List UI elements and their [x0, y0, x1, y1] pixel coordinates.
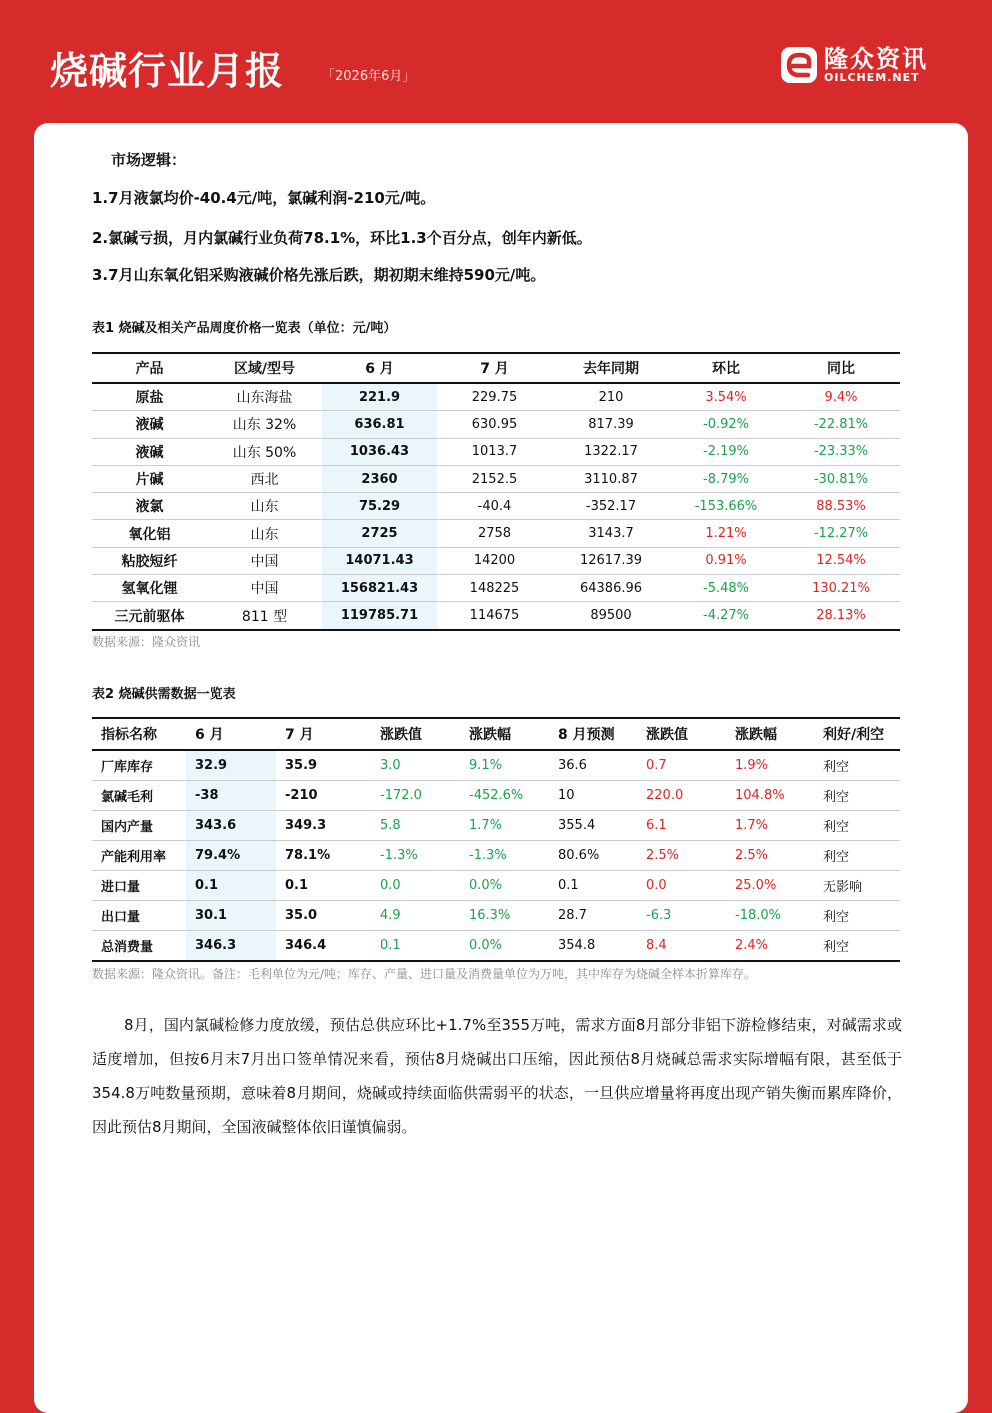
t1-cell-yoy: 130.21%	[782, 575, 900, 602]
t1-cell-region: 山东海盐	[207, 383, 322, 411]
t2-row	[92, 871, 900, 901]
t1-cell-last-year: 3143.7	[552, 520, 670, 547]
t1-header-mom: 环比	[670, 353, 782, 383]
t2-cell-impact: 无影响	[814, 871, 900, 901]
t2-row	[92, 811, 900, 841]
t2-cell-change: 0.0	[371, 871, 460, 901]
t2-header-july: 7 月	[276, 718, 371, 750]
t2-cell-impact: 利空	[823, 940, 850, 955]
t2-cell-change: -172.0	[371, 781, 460, 811]
t2-cell-indicator: 厂库库存	[92, 750, 186, 781]
t2-cell-july: 0.1	[276, 871, 371, 901]
t1-cell-region: 山东 50%	[207, 438, 322, 465]
t1-cell-product: 片碱	[92, 465, 207, 492]
t1-row	[92, 602, 900, 630]
t1-cell-mom: -5.48%	[670, 575, 782, 602]
logo-cn-text: 隆众资讯	[824, 45, 928, 73]
t2-cell-indicator: 总消费量	[101, 940, 154, 955]
t1-cell-product: 氧化铝	[92, 520, 207, 547]
t2-cell-change-pct: -1.3%	[460, 841, 549, 871]
supply-demand-table	[92, 717, 900, 962]
t1-header-region: 区域/型号	[207, 353, 322, 383]
outlook-paragraph: 8月，国内氯碱检修力度放缓，预估总供应环比+1.7%至355万吨，需求方面8月部分非铝下游检修结束，对碱需求或适度增加，但按6月末7月出口签单情况来看，预估8月烧碱出口压缩，因此预估8月烧碱总需求实际增幅有限，甚至低于354.8万吨数量预期，意味着8月期间，烧碱或持续面临供需弱平的状态，一旦供应增量将再度出现产销失衡而累库降价，因此预估8月期间，全国液碱整体依旧谨慎偏弱。	[92, 1016, 902, 1136]
t2-cell-aug-change: 220.0	[637, 781, 726, 811]
t1-cell-region: 中国	[207, 575, 322, 602]
t1-cell-product: 原盐	[92, 383, 207, 411]
t2-header-change-pct: 涨跌幅	[460, 718, 549, 750]
t1-cell-yoy: 88.53%	[782, 493, 900, 520]
t1-cell-yoy: 28.13%	[816, 608, 866, 624]
t2-cell-aug-forecast: 36.6	[549, 750, 637, 781]
t1-cell-mom: 3.54%	[670, 383, 782, 411]
t1-row	[92, 547, 900, 574]
t2-cell-july: 349.3	[276, 811, 371, 841]
t1-cell-june: 2360	[322, 465, 437, 492]
t1-cell-last-year: 1322.17	[552, 438, 670, 465]
t2-cell-june: 30.1	[186, 901, 276, 931]
t1-cell-mom: -153.66%	[670, 493, 782, 520]
t1-cell-region: 811 型	[241, 608, 288, 625]
t2-cell-change-pct: -452.6%	[460, 781, 549, 811]
t2-cell-change-pct: 0.0%	[460, 871, 549, 901]
t1-header-june: 6 月	[322, 353, 437, 383]
t2-cell-aug-change: 2.5%	[637, 841, 726, 871]
t2-header-june: 6 月	[186, 718, 276, 750]
t1-cell-yoy: -30.81%	[782, 465, 900, 492]
t1-cell-product: 液氯	[92, 493, 207, 520]
t1-cell-last-year: 210	[552, 383, 670, 411]
report-date: 「2026年6月」	[322, 69, 416, 84]
t1-cell-june: 2725	[322, 520, 437, 547]
t1-cell-yoy: 12.54%	[782, 547, 900, 574]
logic-item-1: 1.7月液氯均价-40.4元/吨，氯碱利润-210元/吨。	[92, 189, 436, 207]
t1-cell-july: 2152.5	[437, 465, 552, 492]
t2-cell-aug-forecast: 0.1	[549, 871, 637, 901]
t2-cell-aug-change: 8.4	[646, 938, 667, 953]
t2-cell-indicator: 国内产量	[92, 811, 186, 841]
price-table	[92, 352, 900, 631]
t1-cell-yoy: 9.4%	[782, 383, 900, 411]
t2-cell-july: 35.0	[276, 901, 371, 931]
logic-item-3: 3.7月山东氧化铝采购液碱价格先涨后跌，期初期末维持590元/吨。	[92, 266, 546, 284]
t2-cell-change: -1.3%	[371, 841, 460, 871]
t2-header-change: 涨跌值	[371, 718, 460, 750]
t1-row	[92, 383, 900, 411]
t1-cell-product: 液碱	[92, 438, 207, 465]
t2-cell-indicator: 进口量	[92, 871, 186, 901]
t2-header-impact: 利好/利空	[814, 718, 900, 750]
t2-header-indicator: 指标名称	[92, 718, 186, 750]
logic-item-2: 2.氯碱亏损，月内氯碱行业负荷78.1%，环比1.3个百分点，创年内新低。	[92, 229, 592, 247]
t1-cell-product: 粘胶短纤	[92, 547, 207, 574]
t2-header-aug-forecast: 8 月预测	[549, 718, 637, 750]
t1-row	[92, 575, 900, 602]
t2-cell-aug-forecast: 80.6%	[549, 841, 637, 871]
t2-row	[92, 931, 900, 962]
t2-body	[92, 750, 900, 961]
t2-cell-indicator: 氯碱毛利	[92, 781, 186, 811]
t1-cell-june: 119785.71	[322, 602, 437, 630]
t1-cell-june: 636.81	[322, 411, 437, 438]
t1-cell-mom: -8.79%	[670, 465, 782, 492]
t1-cell-mom: 1.21%	[670, 520, 782, 547]
t2-cell-aug-change: 0.0	[637, 871, 726, 901]
t1-cell-june: 221.9	[322, 383, 437, 411]
t1-row	[92, 493, 900, 520]
t2-cell-aug-change: -6.3	[637, 901, 726, 931]
t2-cell-aug-change-pct: 25.0%	[726, 871, 814, 901]
t1-cell-product: 三元前驱体	[114, 608, 185, 625]
t2-cell-aug-forecast: 354.8	[558, 938, 596, 953]
t1-body	[92, 383, 900, 630]
t2-cell-aug-forecast: 28.7	[549, 901, 637, 931]
t2-cell-change: 5.8	[371, 811, 460, 841]
oilchem-logo	[780, 46, 928, 84]
t1-cell-mom: 0.91%	[670, 547, 782, 574]
t2-cell-july: 78.1%	[276, 841, 371, 871]
t1-cell-july: 1013.7	[437, 438, 552, 465]
t2-cell-change: 3.0	[371, 750, 460, 781]
t1-header-july: 7 月	[437, 353, 552, 383]
t2-cell-aug-change-pct: 104.8%	[726, 781, 814, 811]
t1-cell-last-year: 89500	[590, 608, 632, 624]
t2-cell-aug-change-pct: 1.7%	[726, 811, 814, 841]
t2-row	[92, 750, 900, 781]
t2-cell-impact: 利空	[814, 901, 900, 931]
t1-header-product: 产品	[92, 353, 207, 383]
t2-cell-june: 346.3	[186, 931, 276, 962]
t2-cell-july: 35.9	[276, 750, 371, 781]
t2-cell-june: -38	[186, 781, 276, 811]
t1-cell-july: -40.4	[437, 493, 552, 520]
t2-header-aug-change-pct: 涨跌幅	[726, 718, 814, 750]
t2-cell-indicator: 出口量	[92, 901, 186, 931]
t2-cell-aug-change-pct: -18.0%	[726, 901, 814, 931]
t1-cell-mom: -2.19%	[670, 438, 782, 465]
t2-cell-change: 4.9	[371, 901, 460, 931]
t1-cell-last-year: 3110.87	[552, 465, 670, 492]
t1-cell-june: 75.29	[322, 493, 437, 520]
table1-source: 数据来源：隆众资讯	[92, 635, 201, 649]
t1-cell-june: 156821.43	[322, 575, 437, 602]
t2-header-aug-change: 涨跌值	[637, 718, 726, 750]
market-logic-title: 市场逻辑：	[111, 151, 187, 169]
t1-cell-july: 630.95	[437, 411, 552, 438]
t1-cell-yoy: -23.33%	[782, 438, 900, 465]
t1-cell-mom: -4.27%	[703, 608, 749, 624]
t2-cell-change-pct: 16.3%	[460, 901, 549, 931]
t2-cell-impact: 利空	[814, 841, 900, 871]
t1-cell-region: 山东	[207, 520, 322, 547]
t2-row	[92, 841, 900, 871]
t2-cell-june: 79.4%	[186, 841, 276, 871]
t2-cell-impact: 利空	[814, 750, 900, 781]
t1-cell-july: 114675	[469, 608, 520, 624]
t2-cell-indicator: 产能利用率	[92, 841, 186, 871]
t1-cell-yoy: -12.27%	[782, 520, 900, 547]
t2-cell-change-pct: 9.1%	[460, 750, 549, 781]
t1-cell-region: 西北	[207, 465, 322, 492]
t1-header-last-year: 去年同期	[552, 353, 670, 383]
t1-row	[92, 411, 900, 438]
t2-cell-aug-change-pct: 2.5%	[726, 841, 814, 871]
t1-row	[92, 465, 900, 492]
t2-cell-aug-forecast: 10	[549, 781, 637, 811]
t1-cell-july: 229.75	[437, 383, 552, 411]
t2-cell-aug-change: 6.1	[637, 811, 726, 841]
table1-caption: 表1 烧碱及相关产品周度价格一览表（单位：元/吨）	[92, 321, 397, 336]
t2-cell-impact: 利空	[814, 811, 900, 841]
t1-cell-region: 山东 32%	[207, 411, 322, 438]
t2-cell-change: 0.1	[380, 938, 401, 953]
report-header	[0, 0, 992, 130]
t1-cell-july: 2758	[437, 520, 552, 547]
t1-cell-july: 148225	[437, 575, 552, 602]
t2-cell-aug-forecast: 355.4	[549, 811, 637, 841]
t1-cell-last-year: 64386.96	[552, 575, 670, 602]
t2-cell-june: 343.6	[186, 811, 276, 841]
logo-en-text: OILCHEM.NET	[824, 71, 920, 84]
table2-source: 数据来源：隆众资讯。备注：毛利单位为元/吨；库存、产量、进口量及消费量单位为万吨，其中库存为烧碱全样本折算库存。	[92, 967, 757, 981]
t1-cell-july: 14200	[437, 547, 552, 574]
t2-row	[92, 901, 900, 931]
t2-cell-impact: 利空	[814, 781, 900, 811]
t2-cell-july: -210	[276, 781, 371, 811]
t2-cell-july: 346.4	[285, 938, 327, 953]
t1-cell-yoy: -22.81%	[782, 411, 900, 438]
t1-cell-last-year: 12617.39	[552, 547, 670, 574]
t1-cell-product: 液碱	[92, 411, 207, 438]
t2-cell-aug-change-pct: 1.9%	[726, 750, 814, 781]
t1-cell-product: 氢氧化锂	[92, 575, 207, 602]
t1-cell-region: 中国	[207, 547, 322, 574]
t1-row	[92, 520, 900, 547]
t1-cell-last-year: 817.39	[552, 411, 670, 438]
report-title: 烧碱行业月报	[50, 49, 285, 93]
t1-cell-june: 1036.43	[322, 438, 437, 465]
t1-cell-region: 山东	[207, 493, 322, 520]
t2-cell-aug-change-pct: 2.4%	[735, 938, 769, 953]
t2-cell-aug-change: 0.7	[637, 750, 726, 781]
t1-header-yoy: 同比	[782, 353, 900, 383]
t1-cell-june: 14071.43	[322, 547, 437, 574]
t2-row	[92, 781, 900, 811]
oilchem-logo-icon	[780, 46, 818, 84]
table2-caption: 表2 烧碱供需数据一览表	[92, 687, 236, 702]
t2-cell-june: 0.1	[186, 871, 276, 901]
t2-cell-change-pct: 0.0%	[469, 938, 503, 953]
t2-cell-change-pct: 1.7%	[460, 811, 549, 841]
t2-cell-june: 32.9	[186, 750, 276, 781]
t1-cell-mom: -0.92%	[670, 411, 782, 438]
t1-cell-last-year: -352.17	[552, 493, 670, 520]
t1-row	[92, 438, 900, 465]
